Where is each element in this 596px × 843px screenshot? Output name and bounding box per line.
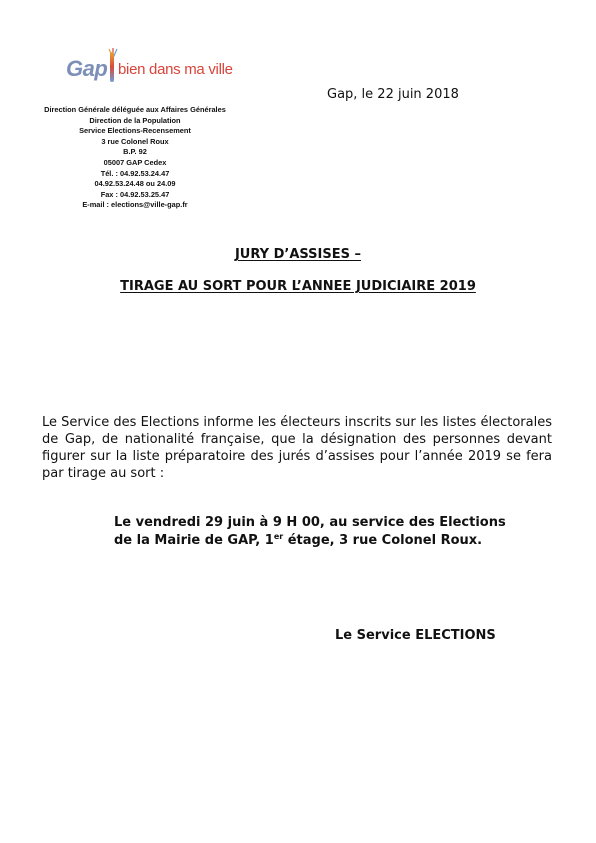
- address-line: 05007 GAP Cedex: [103, 157, 167, 167]
- address-line: Direction Générale déléguée aux Affaires Générales: [44, 105, 226, 114]
- document-subtitle: TIRAGE AU SORT POUR L’ANNEE JUDICIAIRE 2019: [120, 279, 476, 294]
- appointment-line-2-start: de la Mairie de GAP, 1: [114, 533, 274, 548]
- signature: Le Service ELECTIONS: [335, 628, 496, 643]
- address-line: Direction de la Population: [89, 115, 181, 125]
- address-line: 3 rue Colonel Roux: [101, 136, 169, 146]
- logo-tagline: [118, 61, 233, 78]
- address-line: B.P. 92: [123, 147, 147, 157]
- address-line: Tél. : 04.92.53.24.47: [100, 168, 170, 178]
- address-line: E-mail : elections@ville-gap.fr: [82, 200, 188, 210]
- logo-divider: [110, 52, 114, 82]
- address-line: Fax : 04.92.53.25.47: [100, 189, 170, 199]
- gap-logo: [62, 48, 233, 90]
- logo-gap-text: Gap: [66, 56, 108, 81]
- document-date: Gap, le 22 juin 2018: [327, 87, 459, 102]
- sender-address-block: [20, 105, 250, 211]
- address-line: 04.92.53.24.48 ou 24.09: [94, 179, 176, 189]
- appointment-line-1: Le vendredi 29 juin à 9 H 00, au service des Elections: [114, 515, 506, 530]
- logo-tagline-part1: bien dans: [118, 61, 185, 78]
- appointment-line-2-end: étage, 3 rue Colonel Roux.: [283, 533, 483, 548]
- address-line: Service Elections-Recensement: [79, 126, 191, 136]
- appointment-ordinal-suffix: er: [273, 532, 284, 541]
- logo-tagline-part2: ma ville: [184, 61, 233, 78]
- appointment-line-2: [114, 532, 506, 550]
- document-title: JURY D’ASSISES –: [234, 247, 362, 262]
- appointment-block: [114, 514, 506, 550]
- body-paragraph: Le Service des Elections informe les électeurs inscrits sur les listes électorales de Gap, de nationalité française, que la désignation des personnes devant figurer sur la liste préparatoire des jurés d’assises pour l’année 2019 se fera par tirage au sort :: [42, 415, 552, 481]
